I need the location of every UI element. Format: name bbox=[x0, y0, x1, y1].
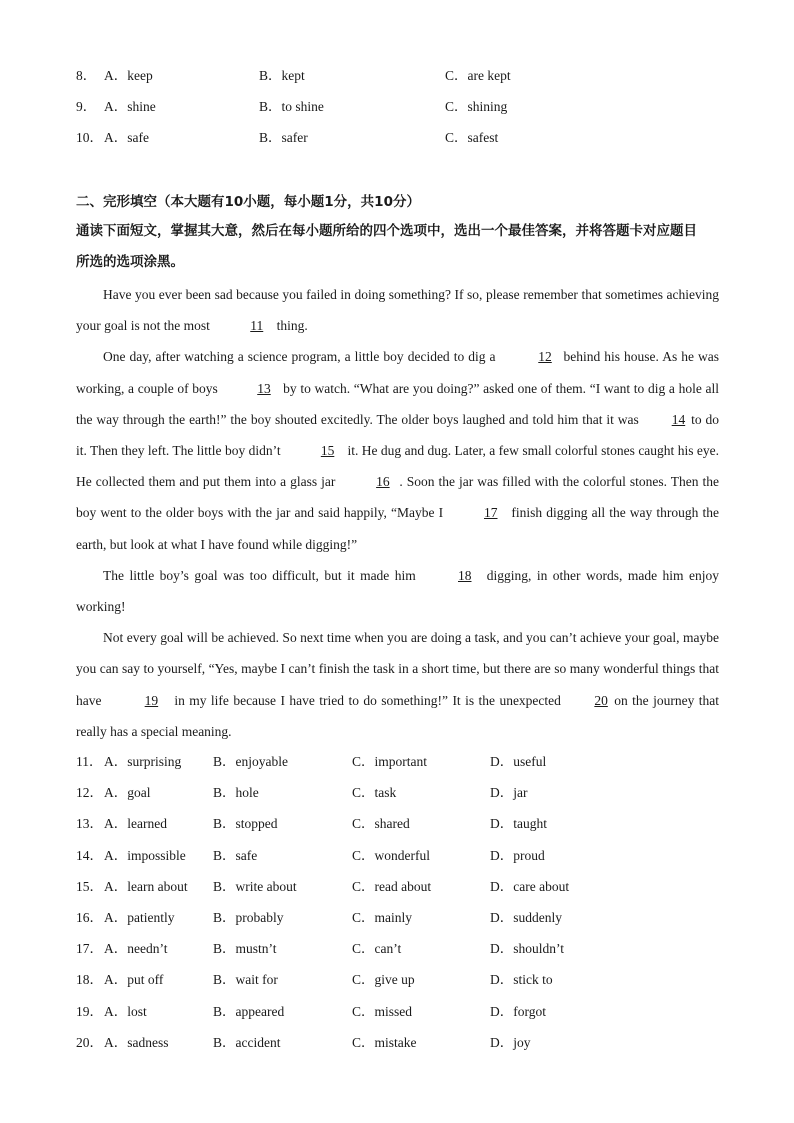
option-d: D．suddenly bbox=[490, 910, 562, 925]
question-number: 15． bbox=[76, 879, 103, 894]
option-b: B．write about bbox=[213, 879, 297, 894]
option-d: D．taught bbox=[490, 816, 547, 831]
option-a: A．put off bbox=[104, 972, 164, 987]
option-a: A．keep bbox=[104, 68, 153, 83]
question-number: 18． bbox=[76, 972, 103, 987]
question-number: 8． bbox=[76, 68, 97, 83]
blank-17: 17 bbox=[484, 505, 498, 521]
option-c: C．are kept bbox=[445, 68, 511, 83]
option-c: C．safest bbox=[445, 130, 499, 145]
option-b: B．enjoyable bbox=[213, 754, 288, 769]
option-c: C．give up bbox=[352, 972, 415, 987]
option-a: A．impossible bbox=[104, 848, 186, 863]
option-b: B．safe bbox=[213, 848, 258, 863]
passage-paragraph-1: Have you ever been sad because you failed in doing something? If so, please remember that sometimes achieving your goal is not the most 11 thing. bbox=[76, 279, 719, 341]
question-number: 11． bbox=[76, 754, 103, 769]
option-b: B．probably bbox=[213, 910, 284, 925]
question-number: 13． bbox=[76, 816, 103, 831]
option-b: B．hole bbox=[213, 785, 259, 800]
blank-20: 20 bbox=[594, 692, 608, 708]
question-number: 14． bbox=[76, 848, 103, 863]
blank-12: 12 bbox=[538, 349, 552, 365]
option-a: A．shine bbox=[104, 99, 156, 114]
option-a: A．lost bbox=[104, 1004, 147, 1019]
cloze-passage bbox=[76, 279, 719, 747]
option-c: C．read about bbox=[352, 879, 432, 894]
blank-19: 19 bbox=[144, 692, 159, 708]
option-d: D．useful bbox=[490, 754, 547, 769]
option-a: A．sadness bbox=[104, 1035, 169, 1050]
option-b: B．to shine bbox=[259, 99, 324, 114]
option-c: C．mistake bbox=[352, 1035, 417, 1050]
option-b: B．safer bbox=[259, 130, 308, 145]
option-a: A．surprising bbox=[104, 754, 182, 769]
blank-11: 11 bbox=[250, 318, 264, 334]
blank-16: 16 bbox=[376, 474, 390, 490]
section-instruction-line2: 所选的选项涂黑。 bbox=[76, 254, 184, 270]
option-c: C．mainly bbox=[352, 910, 412, 925]
question-number: 19． bbox=[76, 1004, 103, 1019]
question-number: 10． bbox=[76, 130, 103, 145]
option-b: B．wait for bbox=[213, 972, 278, 987]
option-d: D．stick to bbox=[490, 972, 553, 987]
passage-paragraph-4: Not every goal will be achieved. So next time when you are doing a task, and you can’t achieve your goal, maybe you can say to yourself, “Yes, maybe I can’t finish the task in a short time, but there are so many wonderful things that have 19 in my life because I have tried to do something!” It is the unexpected 20 on the journey that really has a special meaning. bbox=[76, 630, 719, 739]
option-c: C．task bbox=[352, 785, 397, 800]
option-c: C．shared bbox=[352, 816, 410, 831]
option-d: D．forgot bbox=[490, 1004, 546, 1019]
question-number: 17． bbox=[76, 941, 103, 956]
option-d: D．care about bbox=[490, 879, 570, 894]
option-c: C．wonderful bbox=[352, 848, 430, 863]
option-c: C．missed bbox=[352, 1004, 413, 1019]
option-b: B．stopped bbox=[213, 816, 278, 831]
option-c: C．can’t bbox=[352, 941, 402, 956]
blank-13: 13 bbox=[257, 380, 271, 396]
option-d: D．joy bbox=[490, 1035, 531, 1050]
option-a: A．needn’t bbox=[104, 941, 168, 956]
option-c: C．important bbox=[352, 754, 427, 769]
blank-18: 18 bbox=[458, 567, 472, 583]
passage-paragraph-3: The little boy’s goal was too difficult, but it made him 18 digging, in other words, made him enjoy working! bbox=[76, 560, 719, 622]
option-a: A．learn about bbox=[104, 879, 188, 894]
option-a: A．goal bbox=[104, 785, 151, 800]
question-number: 9． bbox=[76, 99, 97, 114]
question-number: 16． bbox=[76, 910, 103, 925]
option-a: A．safe bbox=[104, 130, 149, 145]
option-c: C．shining bbox=[445, 99, 508, 114]
option-b: B．mustn’t bbox=[213, 941, 277, 956]
blank-15: 15 bbox=[320, 443, 335, 459]
passage-paragraph-2: One day, after watching a science program, a little boy decided to dig a 12 behind his house. As he was working, a couple of boys 13 by to watch. “What are you doing?” asked one of them. “I want to dig a hole all the way through the earth!” the boy shouted excitedly. The older boys laughed and told him that it was 14 to do it. Then they left. The little boy didn’t 15 it. He dug and dug. Later, a few small colorful stones caught his eye. He collected them and put them into a glass jar 16 . Soon the jar was filled with the colorful stones. Then the boy went to the older boys with the jar and said happily, “Maybe I 17 finish digging all the way through the earth, but look at what I have found while digging!” bbox=[76, 341, 719, 559]
question-number: 20． bbox=[76, 1035, 103, 1050]
blank-14: 14 bbox=[671, 411, 686, 427]
option-d: D．proud bbox=[490, 848, 545, 863]
option-b: B．accident bbox=[213, 1035, 281, 1050]
option-d: D．shouldn’t bbox=[490, 941, 565, 956]
section-title: 二、完形填空（本大题有10小题，每小题1分，共10分） bbox=[76, 194, 420, 210]
option-a: A．learned bbox=[104, 816, 167, 831]
option-b: B．kept bbox=[259, 68, 305, 83]
option-a: A．patiently bbox=[104, 910, 175, 925]
section-instruction-line1: 通读下面短文，掌握其大意，然后在每小题所给的四个选项中，选出一个最佳答案，并将答题卡对应题目 bbox=[76, 223, 697, 239]
option-b: B．appeared bbox=[213, 1004, 285, 1019]
option-d: D．jar bbox=[490, 785, 528, 800]
question-number: 12． bbox=[76, 785, 103, 800]
